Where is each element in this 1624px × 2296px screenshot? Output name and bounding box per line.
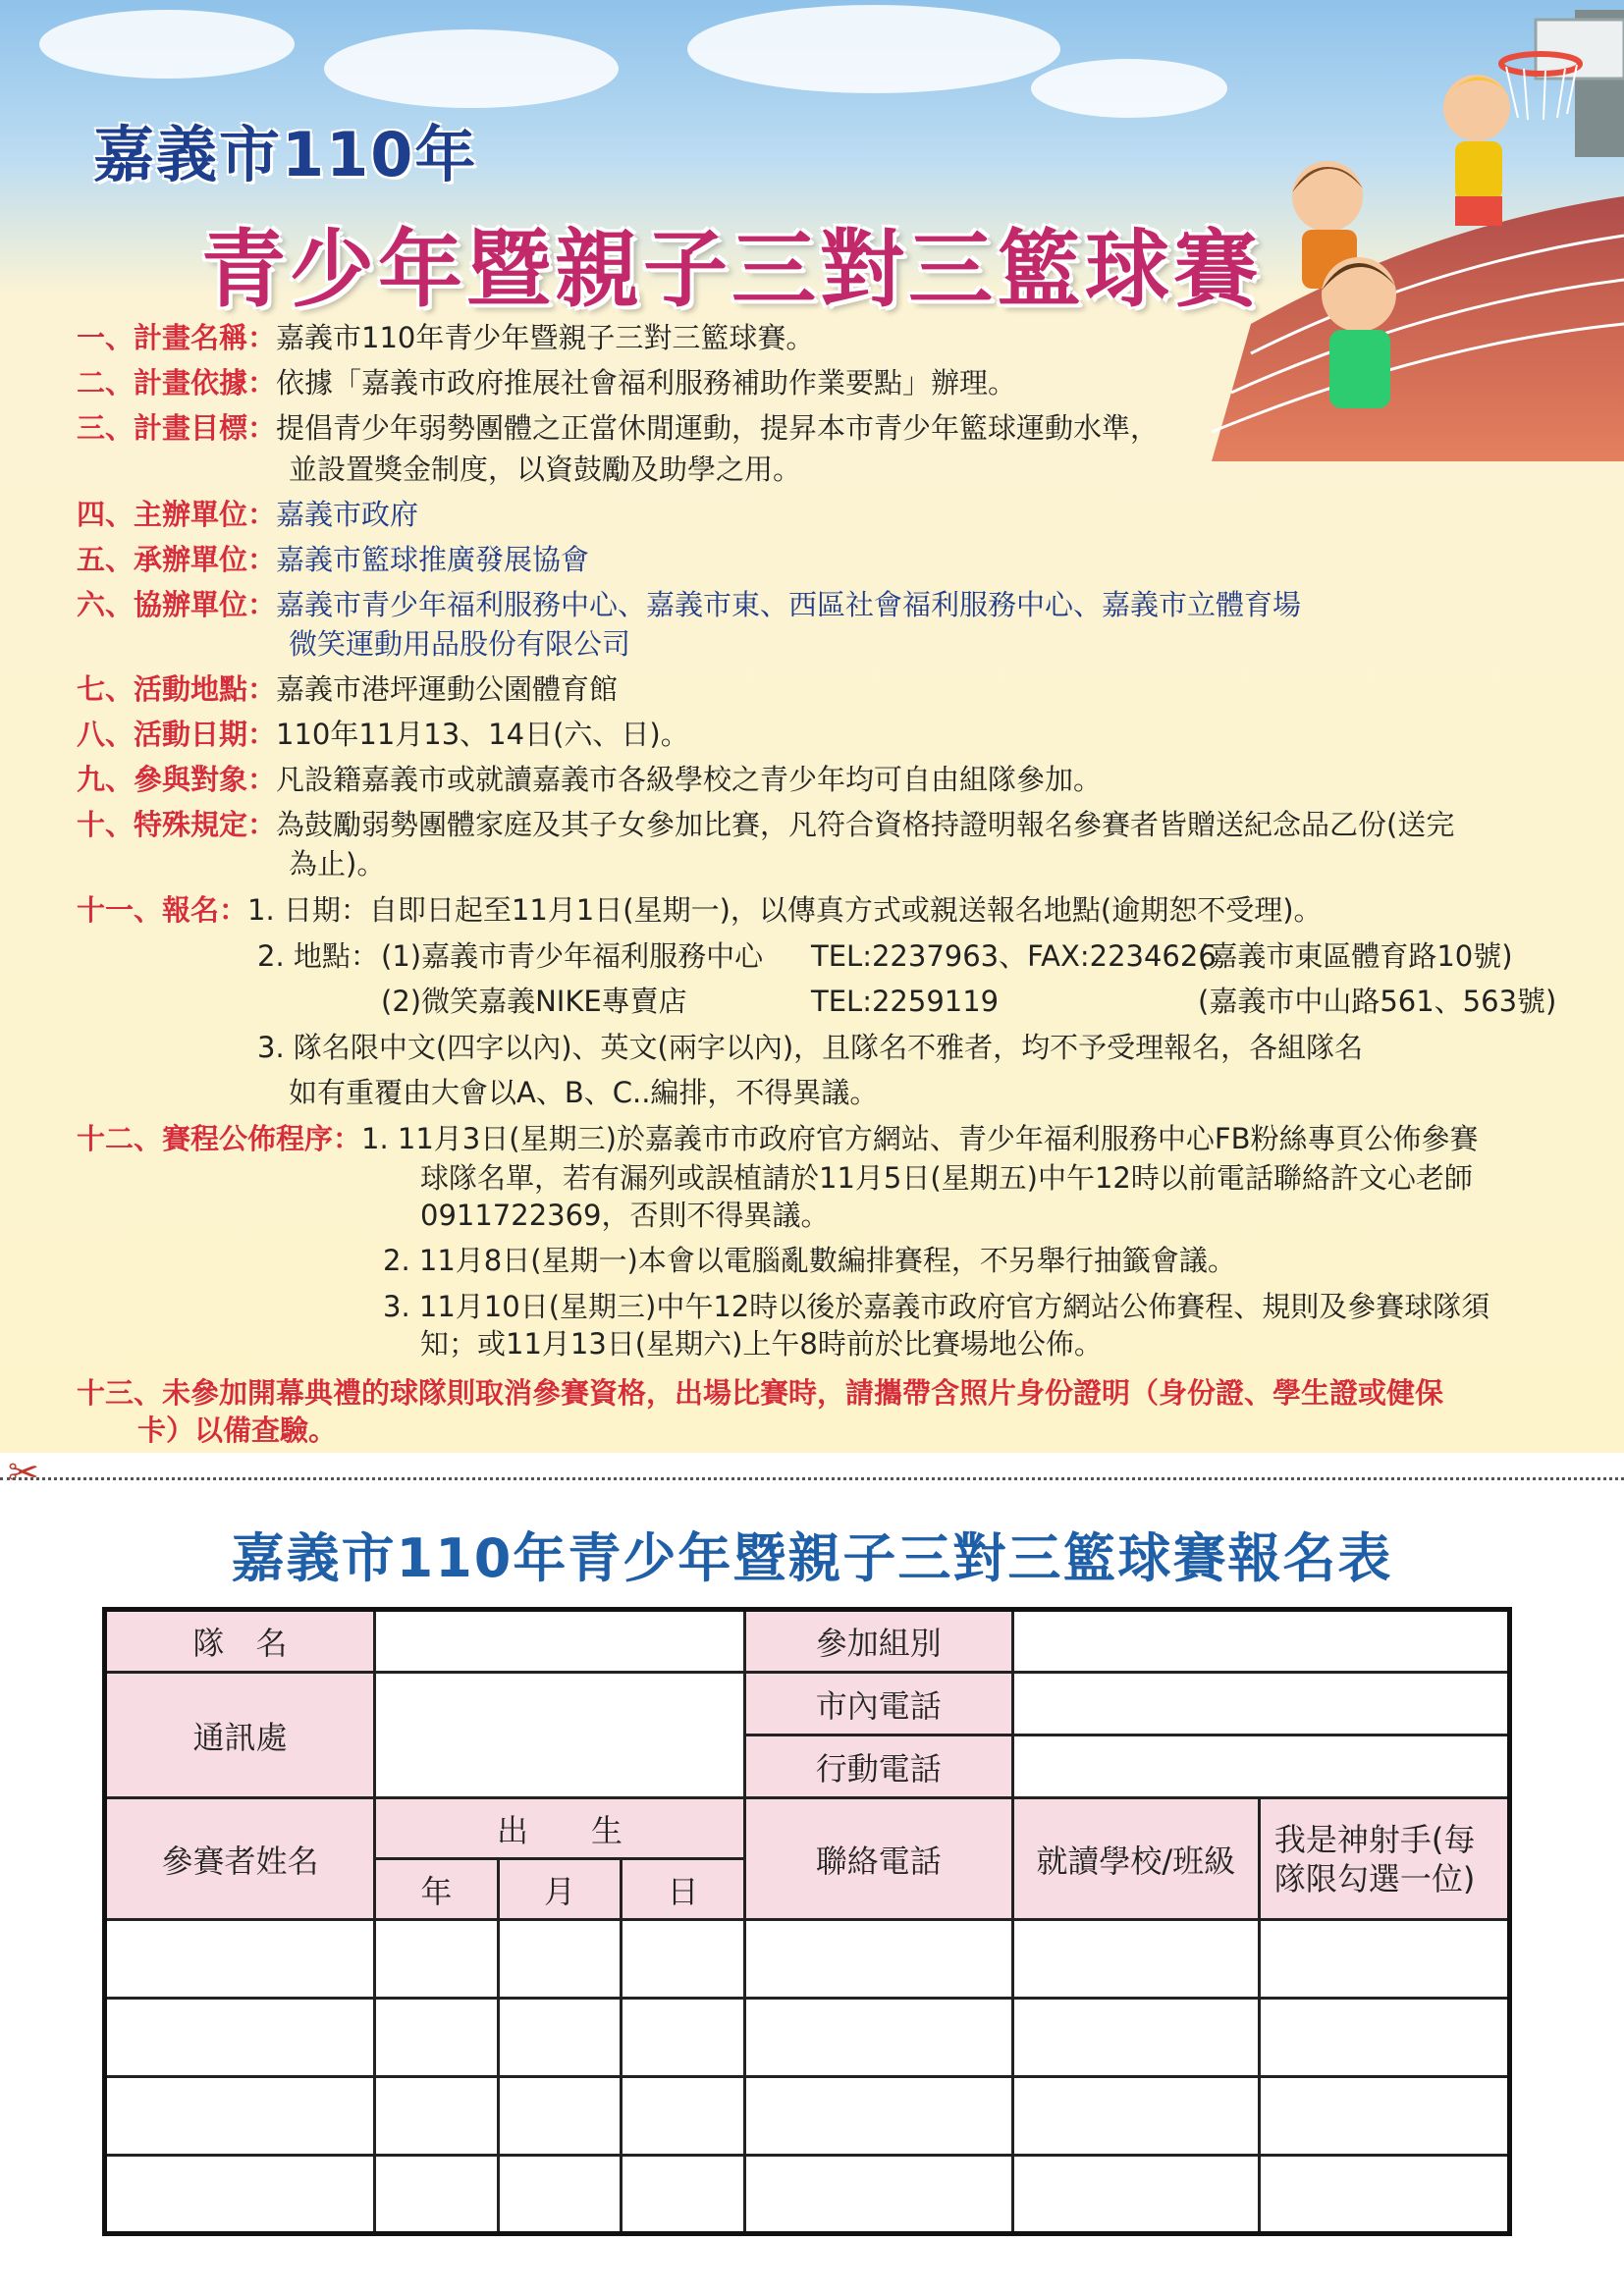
- section-text: 110年11月13、14日(六、日)。: [276, 718, 689, 751]
- registration-place-label: 2. 地點：: [257, 939, 379, 973]
- birth-month-header: 月: [498, 1859, 622, 1920]
- section-plan-name: [77, 319, 814, 356]
- schedule-item1-phone: 0911722369，否則不得異議。: [420, 1199, 830, 1232]
- registration-place1-phone: TEL:2237963、FAX:2234626: [811, 939, 1217, 973]
- cloud-shape: [324, 29, 619, 108]
- birth-day-cell[interactable]: [622, 2077, 745, 2156]
- sharpshooter-header: 我是神射手(每隊限勾選一位): [1259, 1798, 1509, 1920]
- form-title: 嘉義市110年青少年暨親子三對三籃球賽報名表: [231, 1527, 1393, 1589]
- contact-phone-header: 聯絡電話: [744, 1798, 1012, 1920]
- section-venue: [77, 670, 618, 708]
- section-text-continued: 微笑運動用品股份有限公司: [289, 627, 631, 661]
- section-participants: [77, 761, 1102, 798]
- registration-place2-address: (嘉義市中山路561、563號): [1198, 985, 1557, 1018]
- contact-phone-cell[interactable]: [744, 1999, 1012, 2077]
- player-name-cell[interactable]: [105, 1999, 375, 2077]
- section-special-rules: [77, 806, 1454, 843]
- contact-phone-cell[interactable]: [744, 2077, 1012, 2156]
- birth-year-cell[interactable]: [375, 1920, 499, 1999]
- school-class-cell[interactable]: [1012, 2077, 1259, 2156]
- section-label: 十二、賽程公佈程序：: [77, 1122, 362, 1155]
- sharpshooter-cell[interactable]: [1259, 2077, 1509, 2156]
- birth-header: 出 生: [375, 1798, 745, 1859]
- section-schedule: [77, 1120, 1478, 1157]
- section-label: 十一、報名：: [77, 893, 248, 927]
- section-label: 四、主辦單位：: [77, 498, 277, 531]
- section-registration: [77, 891, 1323, 929]
- section-label: 九、參與對象：: [77, 763, 277, 796]
- section-date: [77, 716, 689, 753]
- cut-line: [0, 1477, 1624, 1480]
- birth-year-cell[interactable]: [375, 2156, 499, 2234]
- birth-day-cell[interactable]: [622, 1920, 745, 1999]
- birth-month-cell[interactable]: [498, 2156, 622, 2234]
- section-text: 嘉義市青少年福利服務中心、嘉義市東、西區社會福利服務中心、嘉義市立體育場: [276, 588, 1302, 621]
- registration-date: 1. 日期：自即日起至11月1日(星期一)，以傳真方式或親送報名地點(逾期恕不受理)。: [247, 893, 1323, 927]
- registration-team-name-rule: 3. 隊名限中文(四字以內)、英文(兩字以內)，且隊名不雅者，均不予受理報名，各組隊名: [257, 1031, 1364, 1064]
- section-text: 嘉義市政府: [276, 498, 419, 531]
- registration-team-name-rule-cont: 如有重覆由大會以A、B、C..編排，不得異議。: [289, 1076, 879, 1109]
- section-label: 七、活動地點：: [77, 672, 277, 706]
- section-text: 為鼓勵弱勢團體家庭及其子女參加比賽，凡符合資格持證明報名參賽者皆贈送紀念品乙份(送完: [276, 808, 1455, 841]
- birth-year-cell[interactable]: [375, 1999, 499, 2077]
- school-class-cell[interactable]: [1012, 1999, 1259, 2077]
- section-text-continued: 為止)。: [289, 847, 386, 881]
- registration-place1-address: (嘉義市東區體育路10號): [1198, 939, 1513, 973]
- title-year: 嘉義市110年: [93, 119, 478, 190]
- section-text: 嘉義市110年青少年暨親子三對三籃球賽。: [276, 321, 815, 354]
- cloud-shape: [39, 10, 295, 79]
- birth-year-cell[interactable]: [375, 2077, 499, 2156]
- section-text: 凡設籍嘉義市或就讀嘉義市各級學校之青少年均可自由組隊參加。: [276, 763, 1103, 796]
- schedule-item1: 1. 11月3日(星期三)於嘉義市市政府官方網站、青少年福利服務中心FB粉絲專頁公佈參賽: [361, 1122, 1479, 1155]
- group-label: 參加組別: [744, 1610, 1012, 1673]
- section-label: 一、計畫名稱：: [77, 321, 277, 354]
- section-text: 依據「嘉義市政府推展社會福利服務補助作業要點」辦理。: [276, 366, 1017, 400]
- group-field[interactable]: [1012, 1610, 1509, 1673]
- section-label: 三、計畫目標：: [77, 411, 277, 445]
- address-field[interactable]: [375, 1673, 745, 1798]
- birth-year-header: 年: [375, 1859, 499, 1920]
- school-class-cell[interactable]: [1012, 2156, 1259, 2234]
- cloud-shape: [1031, 59, 1227, 118]
- basketball-kids-illustration: [1212, 0, 1624, 461]
- sharpshooter-cell[interactable]: [1259, 1920, 1509, 1999]
- section-label: 五、承辦單位：: [77, 543, 277, 576]
- section-label: 六、協辦單位：: [77, 588, 277, 621]
- registration-place2-phone: TEL:2259119: [811, 985, 1000, 1018]
- section-notice-cont: 卡）以備查驗。: [137, 1414, 338, 1447]
- section-executor: [77, 541, 589, 578]
- section-plan-basis: [77, 364, 1016, 401]
- section-label: 二、計畫依據：: [77, 366, 277, 400]
- birth-month-cell[interactable]: [498, 2077, 622, 2156]
- home-phone-label: 市內電話: [744, 1673, 1012, 1735]
- registration-place1-name: (1)嘉義市青少年福利服務中心: [381, 939, 764, 973]
- school-class-cell[interactable]: [1012, 1920, 1259, 1999]
- schedule-item3: 3. 11月10日(星期三)中午12時以後於嘉義市政府官方網站公佈賽程、規則及參賽球隊須: [383, 1290, 1490, 1323]
- registration-place2-name: (2)微笑嘉義NIKE專賣店: [381, 985, 687, 1018]
- table-row: [105, 2077, 1510, 2156]
- mobile-phone-label: 行動電話: [744, 1735, 1012, 1798]
- home-phone-field[interactable]: [1012, 1673, 1509, 1735]
- section-label: 十、特殊規定：: [77, 808, 277, 841]
- section-label: 八、活動日期：: [77, 718, 277, 751]
- contact-phone-cell[interactable]: [744, 2156, 1012, 2234]
- scissors-icon: ✂: [8, 1451, 39, 1494]
- section-plan-goal: [77, 409, 1159, 447]
- birth-day-cell[interactable]: [622, 1999, 745, 2077]
- team-name-label: 隊 名: [105, 1610, 375, 1673]
- section-text: 嘉義市籃球推廣發展協會: [276, 543, 590, 576]
- section-organizer: [77, 496, 418, 533]
- birth-day-cell[interactable]: [622, 2156, 745, 2234]
- player-name-cell[interactable]: [105, 2077, 375, 2156]
- section-text-continued: 並設置獎金制度，以資鼓勵及助學之用。: [289, 453, 802, 486]
- team-name-field[interactable]: [375, 1610, 745, 1673]
- sharpshooter-cell[interactable]: [1259, 2156, 1509, 2234]
- section-text: 提倡青少年弱勢團體之正當休閒運動，提昇本市青少年籃球運動水準，: [276, 411, 1160, 445]
- player-name-header: 參賽者姓名: [105, 1798, 375, 1920]
- school-class-header: 就讀學校/班級: [1012, 1798, 1259, 1920]
- contact-phone-cell[interactable]: [744, 1920, 1012, 1999]
- table-row: [105, 2156, 1510, 2234]
- schedule-item2: 2. 11月8日(星期一)本會以電腦亂數編排賽程，不另舉行抽籤會議。: [383, 1244, 1236, 1277]
- title-event: 青少年暨親子三對三籃球賽: [201, 221, 1262, 319]
- cloud-shape: [687, 5, 1060, 93]
- birth-month-cell[interactable]: [498, 1920, 622, 1999]
- birth-day-header: 日: [622, 1859, 745, 1920]
- sharpshooter-cell[interactable]: [1259, 1999, 1509, 2077]
- address-label: 通訊處: [105, 1673, 375, 1798]
- player-name-cell[interactable]: [105, 2156, 375, 2234]
- section-text: 嘉義市港坪運動公園體育館: [276, 672, 619, 706]
- section-co-organizer: [77, 586, 1301, 623]
- table-row: [105, 1999, 1510, 2077]
- player-name-cell[interactable]: [105, 1920, 375, 1999]
- schedule-item1-cont: 球隊名單，若有漏列或誤植請於11月5日(星期五)中午12時以前電話聯絡許文心老師: [420, 1161, 1473, 1195]
- table-row: [105, 1920, 1510, 1999]
- schedule-item3-cont: 知；或11月13日(星期六)上午8時前於比賽場地公佈。: [420, 1327, 1103, 1361]
- mobile-phone-field[interactable]: [1012, 1735, 1509, 1798]
- section-notice: 十三、未參加開幕典禮的球隊則取消參賽資格，出場比賽時，請攜帶含照片身份證明（身份證、學生證或健保: [77, 1376, 1444, 1410]
- registration-form-table: [102, 1607, 1512, 2236]
- birth-month-cell[interactable]: [498, 1999, 622, 2077]
